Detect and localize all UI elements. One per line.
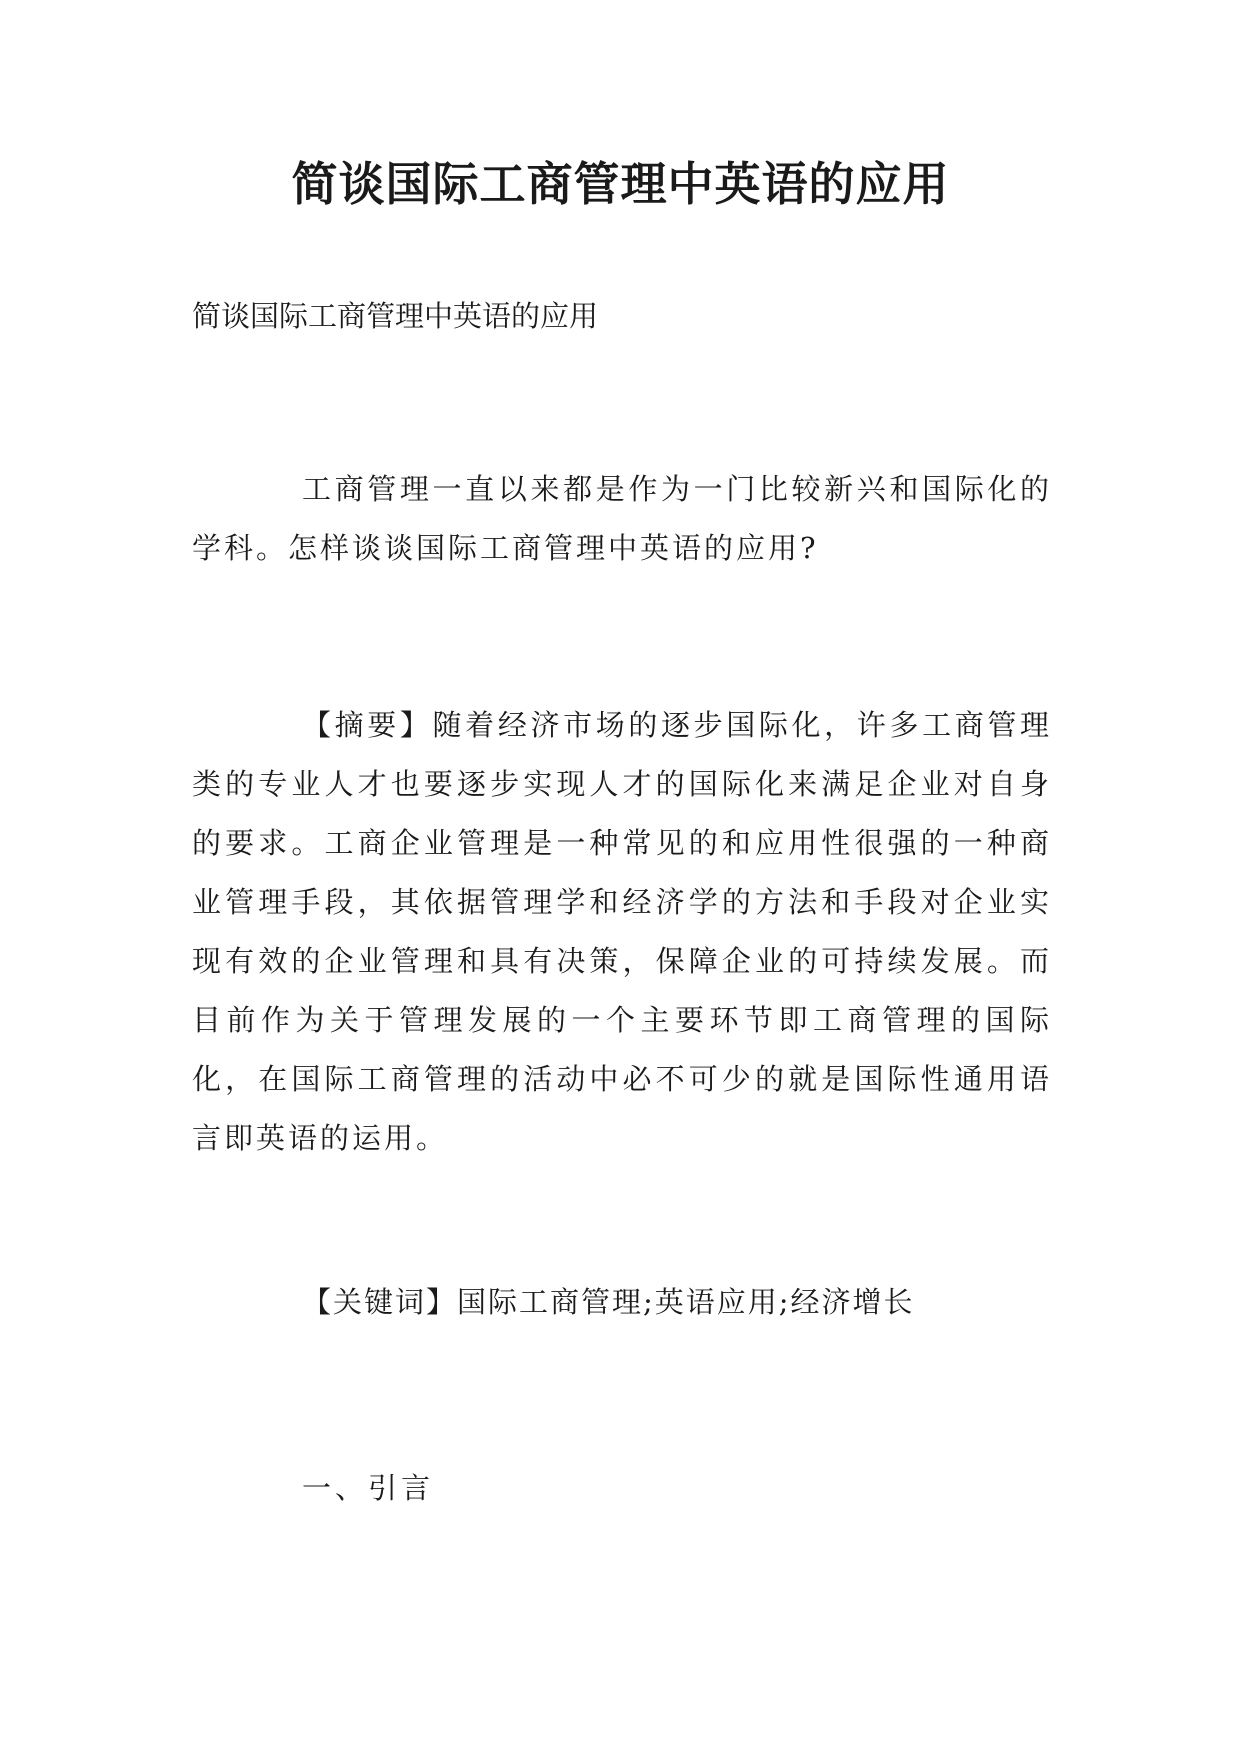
document-title: 简谈国际工商管理中英语的应用: [291, 157, 950, 211]
section-heading: 一、引言: [302, 1471, 435, 1505]
intro-paragraph: 工商管理一直以来都是作为一门比较新兴和国际化的学科。怎样谈谈国际工商管理中英语的应用?: [192, 472, 1052, 565]
abstract-paragraph: 【摘要】随着经济市场的逐步国际化，许多工商管理类的专业人才也要逐步实现人才的国际化来满足企业对自身的要求。工商企业管理是一种常见的和应用性很强的一种商业管理手段，其依据管理学和经济学的方法和手段对企业实现有效的企业管理和具有决策，保障企业的可持续发展。而目前作为关于管理发展的一个主要环节即工商管理的国际化，在国际工商管理的活动中必不可少的就是国际性通用语言即英语的运用。: [192, 708, 1052, 1155]
keywords-line: 【关键词】国际工商管理;英语应用;经济增长: [302, 1285, 915, 1319]
document-subtitle: 简谈国际工商管理中英语的应用: [192, 299, 599, 333]
